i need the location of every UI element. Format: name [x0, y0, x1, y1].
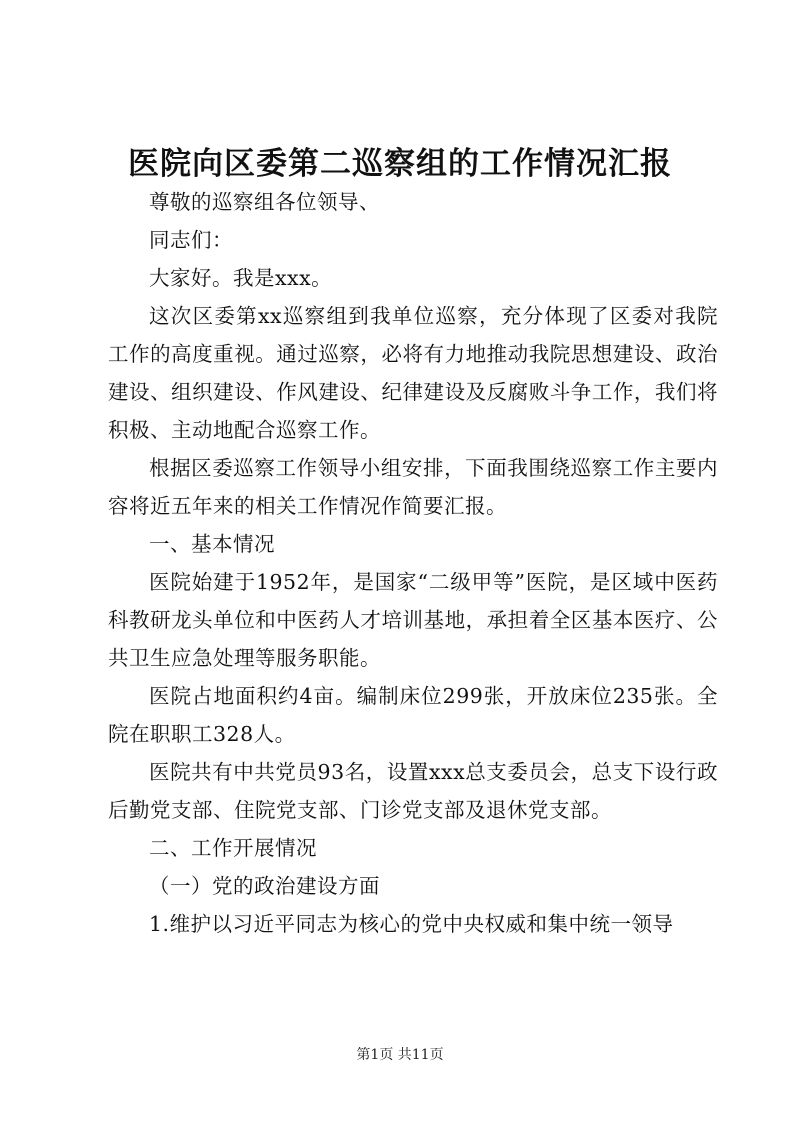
document-body [108, 183, 718, 943]
paragraph-arrangement: 根据区委巡察工作领导小组安排，下面我围绕巡察工作主要内容将近五年来的相关工作情况作简要汇报。 [108, 456, 718, 518]
document-title: 医院向区委第二巡察组的工作情况汇报 [128, 146, 672, 182]
paragraph-hospital-history: 医院始建于1952年，是国家“二级甲等”医院，是区域中医药科教研龙头单位和中医药人才培训基地，承担着全区基本医疗、公共卫生应急处理等服务职能。 [108, 570, 718, 670]
paragraph-party-members: 医院共有中共党员93名，设置xxx总支委员会，总支下设行政后勤党支部、住院党支部、门诊党支部及退休党支部。 [108, 760, 718, 822]
list-item-1: 1.维护以习近平同志为核心的党中央权威和集中统一领导 [149, 912, 674, 936]
paragraph-greeting: 大家好。我是xxx。 [149, 266, 333, 290]
section-heading-basic-info: 一、基本情况 [149, 532, 275, 556]
paragraph-salutation-2: 同志们： [149, 228, 233, 252]
section-heading-work: 二、工作开展情况 [149, 836, 317, 860]
page-footer: 第1页 共11页 [356, 1047, 444, 1063]
paragraph-hospital-scale: 医院占地面积约4亩。编制床位299张，开放床位235张。全院在职职工328人。 [108, 684, 718, 746]
paragraph-salutation: 尊敬的巡察组各位领导、 [149, 190, 380, 214]
subsection-heading-political: （一）党的政治建设方面 [149, 874, 380, 898]
paragraph-intro: 这次区委第xx巡察组到我单位巡察，充分体现了区委对我院工作的高度重视。通过巡察，必将有力地推动我院思想建设、政治建设、组织建设、作风建设、纪律建设及反腐败斗争工作，我们将积极、主动地配合巡察工作。 [108, 304, 718, 442]
